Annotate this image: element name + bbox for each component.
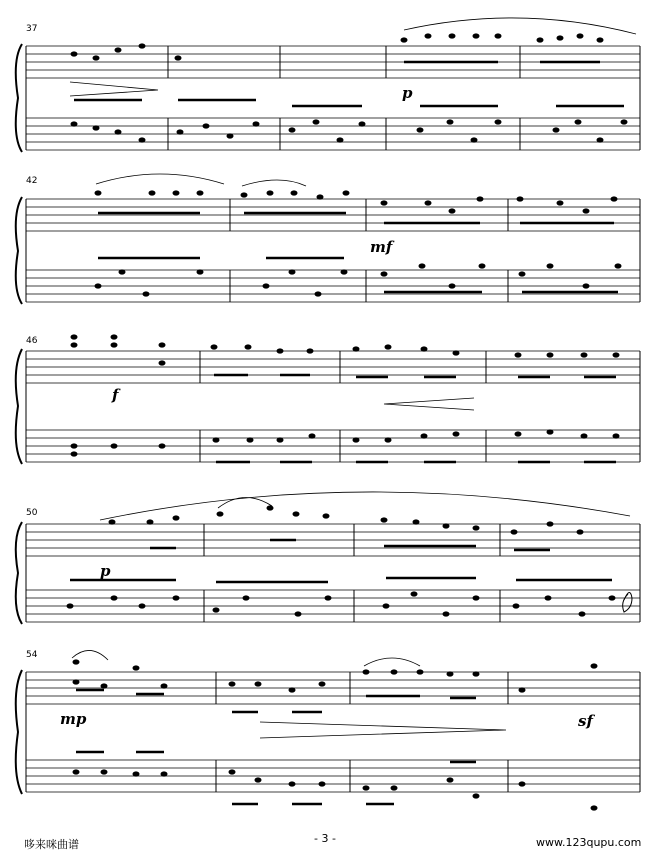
barlines-2 — [26, 199, 640, 302]
hairpin-5 — [260, 722, 506, 738]
slur-1 — [404, 18, 636, 34]
bass-staff-3 — [26, 430, 640, 462]
system-1 — [16, 18, 640, 152]
footer-site-url: www.123qupu.com — [536, 836, 642, 849]
beams-4 — [70, 540, 612, 582]
slur-5b — [364, 658, 420, 666]
system-3 — [16, 334, 640, 464]
brace-1 — [16, 44, 22, 152]
slur-2b — [242, 180, 306, 186]
dynamic-marking: mp — [60, 710, 87, 728]
hairpin-3 — [384, 398, 474, 410]
slur-5a — [72, 650, 108, 660]
beams-1 — [74, 62, 624, 106]
slur-4a — [100, 492, 630, 520]
lower-staff-5 — [26, 760, 640, 792]
measure-number: 54 — [26, 650, 38, 660]
beams-5 — [76, 690, 476, 804]
dynamic-marking: p — [100, 562, 111, 580]
notes-4 — [67, 505, 616, 616]
barlines-4 — [26, 524, 640, 622]
system-4 — [16, 492, 640, 624]
footer-source-label: 哆来咪曲谱 — [24, 838, 79, 851]
dynamic-marking: p — [402, 84, 413, 102]
page-number: - 3 - — [314, 832, 336, 845]
beams-3 — [214, 375, 616, 462]
measure-number: 37 — [26, 24, 38, 34]
brace-2 — [16, 197, 22, 304]
dynamic-marking: mf — [370, 238, 393, 256]
system-5 — [16, 650, 640, 810]
system-2 — [16, 174, 640, 304]
dynamic-marking: f — [112, 386, 119, 404]
brace-3 — [16, 349, 22, 464]
bass-staff-4 — [26, 590, 640, 622]
brace-4 — [16, 522, 22, 624]
hairpin-1 — [70, 82, 158, 96]
barlines-5 — [26, 672, 640, 792]
measure-number: 42 — [26, 176, 38, 186]
bass-staff-2 — [26, 270, 640, 302]
measure-number: 50 — [26, 508, 38, 518]
beams-2 — [98, 213, 618, 292]
slur-2a — [96, 174, 224, 184]
dynamic-marking: sf — [578, 712, 593, 730]
slur-4b — [218, 497, 272, 508]
treble-staff-2 — [26, 199, 640, 231]
measure-number: 46 — [26, 336, 38, 346]
barlines-3 — [26, 351, 640, 462]
notes-2 — [95, 190, 622, 296]
treble-staff-5 — [26, 672, 640, 704]
notes-5 — [73, 659, 598, 810]
cue-clef-4 — [623, 592, 632, 612]
brace-5 — [16, 670, 22, 794]
